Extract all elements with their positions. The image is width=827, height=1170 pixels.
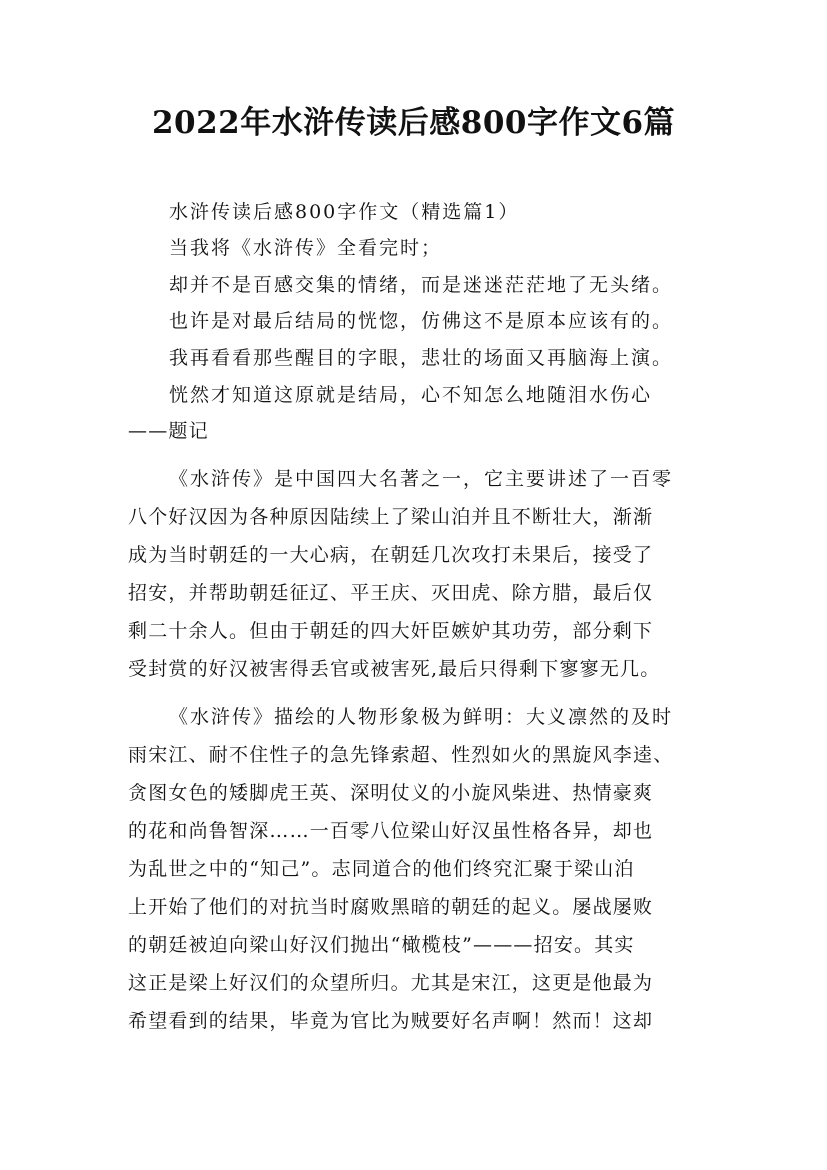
paragraph-line: 受封赏的好汉被害得丢官或被害死,最后只得剩下寥寥无几。 [128,658,661,680]
paragraph-line: 这正是梁上好汉们的众望所归。尤其是宋江，这更是他最为 [128,972,654,994]
intro-line: 当我将《水浒传》全看完时； [169,237,443,259]
paragraph-line: 上开始了他们的对抗当时腐败黑暗的朝廷的起义。屡战屡败 [128,896,654,918]
epigraph-attribution: ——题记 [128,420,209,442]
paragraph-line: 剩二十余人。但由于朝廷的四大奸臣嫉妒其功劳，部分剩下 [128,620,654,642]
paragraph-line: 雨宋江、耐不住性子的急先锋索超、性烈如火的黑旋风李逵、 [128,744,674,766]
paragraph-line: 招安，并帮助朝廷征辽、平王庆、灭田虎、除方腊，最后仅 [128,582,654,604]
paragraph-line: 的朝廷被迫向梁山好汉们抛出“橄榄枝”———招安。其实 [128,934,635,956]
paragraph-line: 为乱世之中的“知己”。志同道合的他们终究汇聚于梁山泊 [128,858,635,880]
paragraph-line: 的花和尚鲁智深……一百零八位梁山好汉虽性格各异，却也 [128,820,654,842]
intro-line: 水浒传读后感800字作文（精选篇1） [169,201,520,223]
intro-line: 也许是对最后结局的恍惚，仿佛这不是原本应该有的。 [169,310,674,332]
paragraph-line: 《水浒传》描绘的人物形象极为鲜明：大义凛然的及时 [169,706,674,728]
paragraph-line: 希望看到的结果，毕竟为官比为贼要好名声啊！然而！这却 [128,1010,654,1032]
paragraph-line: 贪图女色的矮脚虎王英、深明仗义的小旋风柴进、热情豪爽 [128,782,654,804]
paragraph-line: 成为当时朝廷的一大心病，在朝廷几次攻打未果后，接受了 [128,544,654,566]
intro-line: 恍然才知道这原就是结局，心不知怎么地随泪水伤心 [169,384,653,406]
intro-line: 却并不是百感交集的情绪，而是迷迷茫茫地了无头绪。 [169,274,674,296]
intro-line: 我再看看那些醒目的字眼，悲壮的场面又再脑海上演。 [169,347,674,369]
paragraph-line: 《水浒传》是中国四大名著之一，它主要讲述了一百零 [169,468,674,490]
document-title: 2022年水浒传读后感800字作文6篇 [151,105,676,141]
paragraph-line: 八个好汉因为各种原因陆续上了梁山泊并且不断壮大，渐渐 [128,506,654,528]
